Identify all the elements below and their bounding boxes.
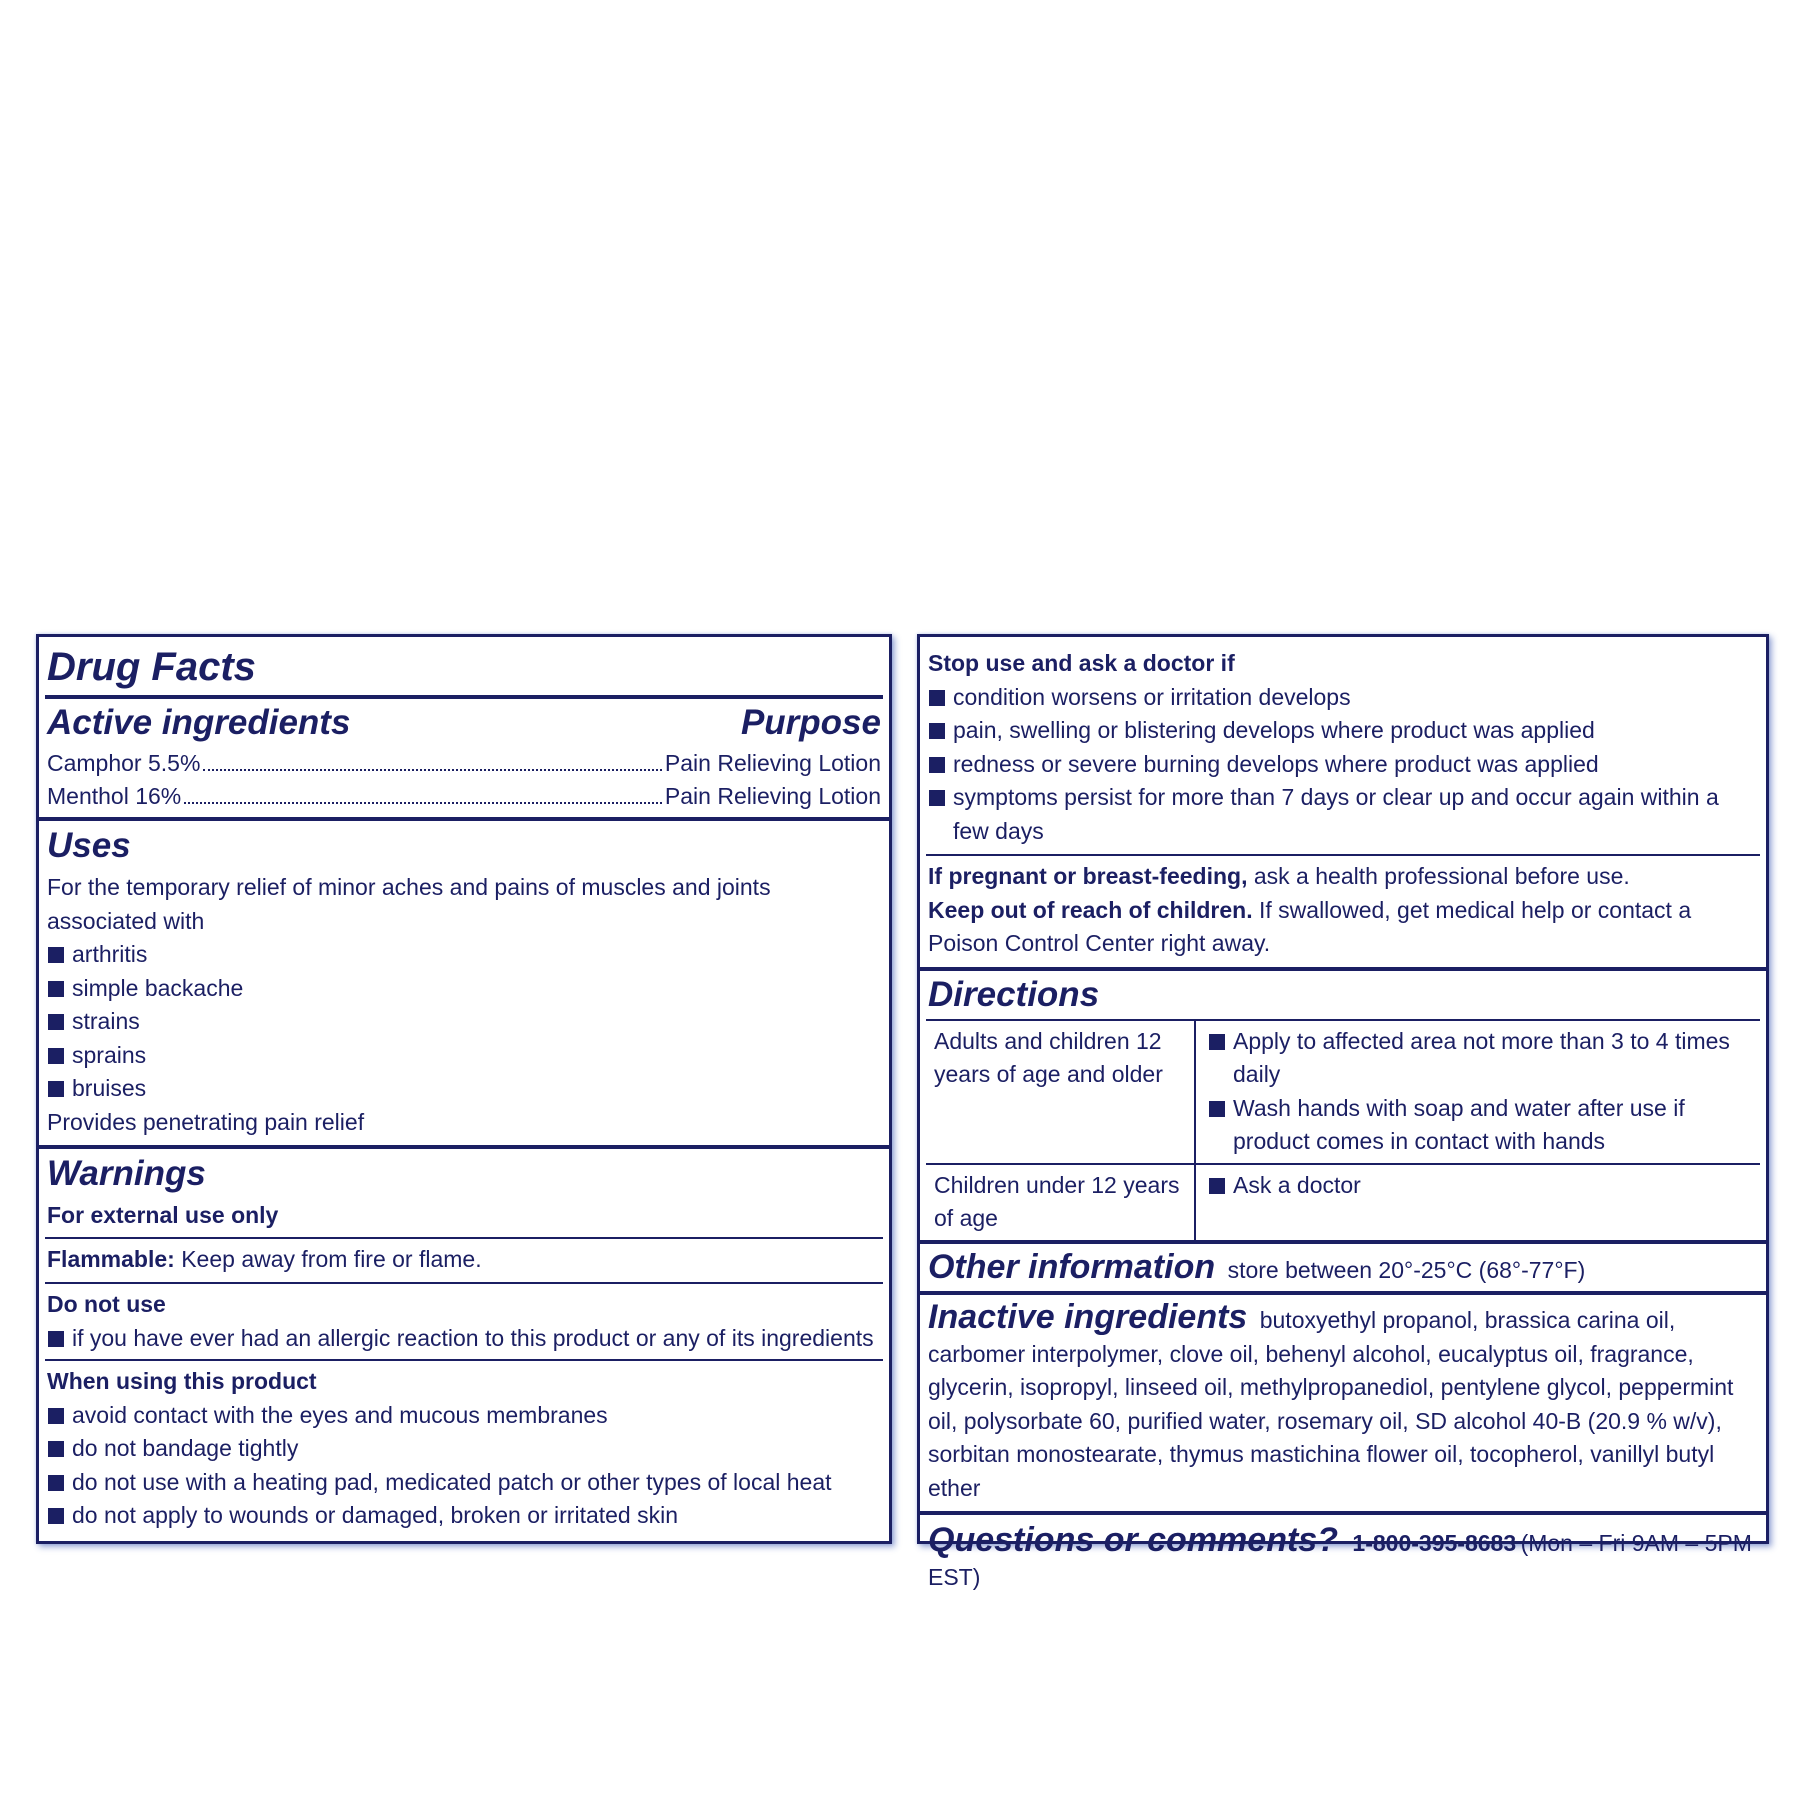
- bullet-icon: [48, 1048, 64, 1064]
- uses-item: [47, 938, 881, 972]
- when-using-heading: When using this product: [47, 1368, 317, 1394]
- directions-age-group: Children under 12 years of age: [926, 1165, 1196, 1240]
- do-not-use-heading: Do not use: [47, 1291, 166, 1317]
- bullet-icon: [48, 1408, 64, 1424]
- questions-phone[interactable]: 1-800-395-8683: [1352, 1530, 1517, 1556]
- directions-item-text: Apply to affected area not more than 3 to 4 times daily: [1233, 1027, 1730, 1087]
- uses-item-text: sprains: [72, 1041, 147, 1068]
- keep-out-text: If swallowed, get medical help or contact a Poison Control Center right away.: [928, 896, 1692, 956]
- uses-item: [47, 1039, 881, 1073]
- stop-use-item: [928, 714, 1758, 748]
- uses-item: [47, 972, 881, 1006]
- bullet-icon: [48, 1508, 64, 1524]
- stop-use-item-text: symptoms persist for more than 7 days or clear up and occur again within a few days: [953, 784, 1719, 844]
- ingredient-purpose: Pain Relieving Lotion: [664, 750, 881, 776]
- bullet-icon: [48, 981, 64, 997]
- when-using-item: [47, 1432, 881, 1466]
- directions-table: [926, 1021, 1760, 1240]
- when-using-item-text: do not apply to wounds or damaged, broken or irritated skin: [72, 1502, 679, 1528]
- uses-item-text: arthritis: [72, 941, 148, 967]
- active-ingredients-heading: Active ingredients: [47, 703, 351, 742]
- inactive-ingredients-text: butoxyethyl propanol, brassica carina oil, carbomer interpolymer, clove oil, behenyl alcohol, eucalyptus oil, fragrance, glycerin, isopropyl, linseed oil, methylpropanediol, pentylene glycol, peppermint oil, polysorbate 60, purified water, rosemary oil, SD alcohol 40-B (20.9 % w/v), sorbitan monostearate, thymus mastichina flower oil, tocopherol, vanillyl butyl ether: [928, 1307, 1734, 1501]
- when-using-section: [39, 1361, 889, 1533]
- bullet-icon: [1209, 1101, 1225, 1117]
- uses-item: [47, 1005, 881, 1039]
- directions-instructions: [1196, 1165, 1760, 1240]
- bullet-icon: [929, 757, 945, 773]
- directions-row: [926, 1021, 1760, 1163]
- when-using-item: [47, 1499, 881, 1533]
- active-ingredient-row: [47, 780, 881, 813]
- uses-item-text: bruises: [72, 1075, 147, 1101]
- uses-item-text: strains: [72, 1008, 140, 1034]
- inactive-ingredients-heading: Inactive ingredients: [928, 1298, 1248, 1336]
- bullet-icon: [929, 790, 945, 806]
- bullet-icon: [929, 723, 945, 739]
- active-ingredient-row: [47, 747, 881, 780]
- drug-facts-panel-right: [917, 634, 1769, 1590]
- uses-section: [39, 821, 889, 1139]
- drug-facts-panel-left: [36, 634, 892, 1544]
- pregnant-text: ask a health professional before use.: [1253, 863, 1630, 889]
- do-not-use-item-text: if you have ever had an allergic reaction to this product or any of its ingredients: [72, 1324, 874, 1351]
- stop-use-item: [928, 681, 1758, 715]
- flammable-label: Flammable:: [47, 1245, 175, 1272]
- directions-row: [926, 1163, 1760, 1240]
- stop-use-section: [920, 637, 1766, 848]
- pregnancy-warning: [920, 856, 1766, 894]
- uses-outro: Provides penetrating pain relief: [47, 1108, 365, 1135]
- do-not-use-item: [47, 1322, 881, 1356]
- directions-item: [1208, 1092, 1748, 1159]
- other-information-heading: Other information: [928, 1247, 1216, 1286]
- directions-item-text: Wash hands with soap and water after use if product comes in contact with hands: [1233, 1094, 1685, 1154]
- when-using-item: [47, 1466, 881, 1500]
- directions-heading: Directions: [928, 974, 1100, 1014]
- uses-intro: For the temporary relief of minor aches and pains of muscles and joints associated with: [47, 874, 771, 934]
- when-using-item-text: avoid contact with the eyes and mucous membranes: [72, 1401, 608, 1428]
- warnings-heading: Warnings: [47, 1154, 206, 1193]
- questions-hours: (Mon – Fri 9AM – 5PM EST): [928, 1530, 1752, 1590]
- questions-section: [920, 1515, 1766, 1594]
- dot-leader: [203, 769, 661, 771]
- ingredient-purpose: Pain Relieving Lotion: [664, 783, 881, 809]
- active-ingredients-section: [39, 699, 889, 813]
- directions-item-text: Ask a doctor: [1233, 1171, 1361, 1198]
- stop-use-item-text: condition worsens or irritation develops: [953, 683, 1351, 710]
- bullet-icon: [1209, 1178, 1225, 1194]
- bullet-icon: [929, 690, 945, 706]
- dot-leader: [184, 802, 662, 804]
- ingredient-name: Camphor 5.5%: [47, 750, 201, 776]
- bullet-icon: [48, 1475, 64, 1491]
- keep-out-label: Keep out of reach of children.: [928, 896, 1253, 923]
- stop-use-item: [928, 781, 1758, 848]
- bullet-icon: [48, 1081, 64, 1097]
- children-warning: [920, 894, 1766, 967]
- uses-heading: Uses: [47, 826, 131, 865]
- ingredient-name: Menthol 16%: [47, 783, 182, 809]
- uses-item: [47, 1072, 881, 1106]
- directions-instructions: [1196, 1021, 1760, 1163]
- bullet-icon: [48, 947, 64, 963]
- flammable-text: Keep away from fire or flame.: [181, 1245, 482, 1272]
- stop-use-heading: Stop use and ask a doctor if: [928, 650, 1235, 676]
- when-using-item: [47, 1399, 881, 1433]
- warnings-section: [39, 1149, 889, 1237]
- when-using-item-text: do not use with a heating pad, medicated patch or other types of local heat: [72, 1468, 832, 1495]
- external-use-only: For external use only: [47, 1202, 279, 1228]
- directions-item: [1208, 1025, 1748, 1092]
- inactive-ingredients-section: [920, 1295, 1766, 1511]
- pregnant-label: If pregnant or breast-feeding,: [928, 863, 1248, 889]
- questions-heading: Questions or comments?: [928, 1521, 1338, 1559]
- directions-age-group: Adults and children 12 years of age and older: [926, 1021, 1196, 1163]
- bullet-icon: [48, 1331, 64, 1347]
- stop-use-item: [928, 748, 1758, 782]
- stop-use-item-text: pain, swelling or blistering develops where product was applied: [953, 717, 1595, 743]
- bullet-icon: [48, 1441, 64, 1457]
- drug-facts-title: Drug Facts: [47, 645, 256, 689]
- bullet-icon: [1209, 1034, 1225, 1050]
- uses-item-text: simple backache: [72, 974, 244, 1001]
- purpose-heading: Purpose: [740, 703, 881, 742]
- other-information-text: store between 20°-25°C (68°-77°F): [1227, 1256, 1586, 1283]
- directions-section: [920, 971, 1766, 1240]
- do-not-use-section: [39, 1284, 889, 1355]
- directions-item: [1208, 1169, 1748, 1203]
- flammable-warning: [39, 1239, 889, 1283]
- stop-use-item-text: redness or severe burning develops where product was applied: [953, 750, 1599, 777]
- bullet-icon: [48, 1014, 64, 1030]
- when-using-item-text: do not bandage tightly: [72, 1435, 299, 1461]
- other-information-section: [920, 1244, 1766, 1292]
